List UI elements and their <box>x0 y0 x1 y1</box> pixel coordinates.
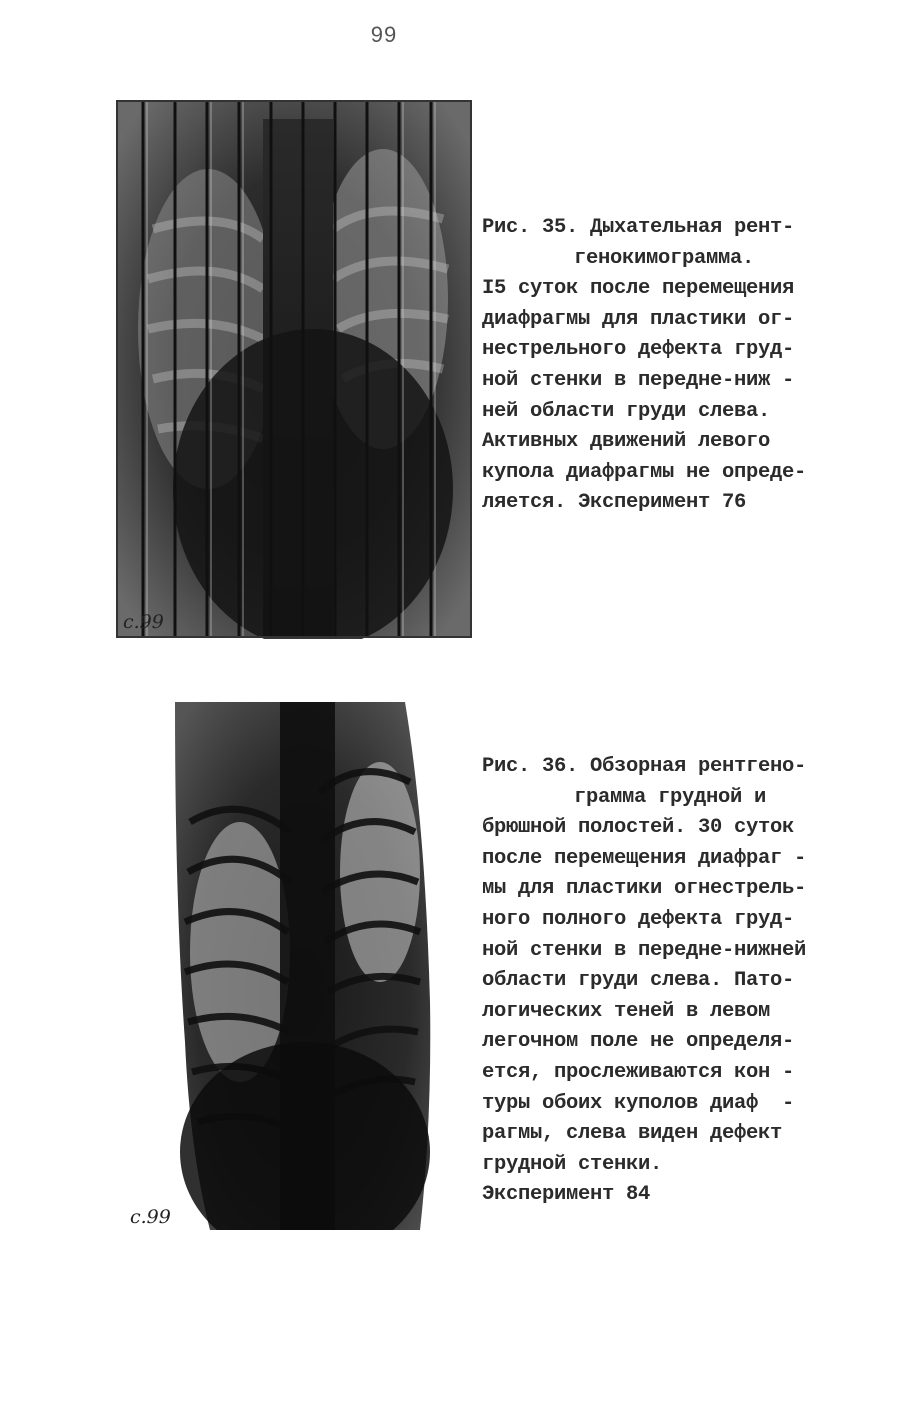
caption-line: нестрельного дефекта груд- <box>482 338 795 362</box>
caption-line: логических теней в левом <box>482 999 771 1023</box>
caption-line: области груди слева. Пато- <box>482 969 795 993</box>
caption-line: грудной стенки. <box>482 1152 663 1176</box>
caption-line: ляется. Эксперимент 76 <box>482 491 747 515</box>
caption-line: ется, прослеживаются кон - <box>482 1060 795 1084</box>
caption-line: ной стенки в передне-ниж - <box>482 368 795 392</box>
caption-line: ней области груди слева. <box>482 399 771 423</box>
caption-line: грамма грудной и <box>574 785 767 809</box>
figure-35 <box>113 99 473 639</box>
page-number: 99 <box>370 22 398 47</box>
caption-line: купола диафрагмы не опреде- <box>482 460 807 484</box>
caption-line: ного полного дефекта груд- <box>482 907 795 931</box>
radiograph-image <box>170 702 435 1230</box>
caption-35 <box>482 213 806 519</box>
caption-line: ной стенки в передне-нижней <box>482 938 807 962</box>
caption-line: брюшной полостей. 30 суток <box>482 816 795 840</box>
caption-line: мы для пластики огнестрель- <box>482 877 807 901</box>
kymogram-image <box>113 99 473 639</box>
figure-mark: с.99 <box>123 611 164 633</box>
caption-line: Рис. 35. Дыхательная рент- <box>482 216 795 239</box>
caption-line: Активных движений левого <box>482 430 771 454</box>
caption-36 <box>482 752 806 1211</box>
caption-line: рагмы, слева виден дефект <box>482 1122 783 1146</box>
figure-mark: с.99 <box>130 1206 171 1228</box>
caption-line: после перемещения диафраг - <box>482 846 807 870</box>
caption-line: генокимограмма. <box>574 246 755 270</box>
figure-36 <box>120 700 440 1235</box>
caption-line: I5 суток после перемещения <box>482 277 795 301</box>
caption-line: диафрагмы для пластики ог- <box>482 307 795 331</box>
caption-line: Рис. 36. Обзорная рентгено- <box>482 755 807 778</box>
caption-line: туры обоих куполов диаф - <box>482 1091 795 1115</box>
caption-line: Эксперимент 84 <box>482 1183 651 1207</box>
caption-line: легочном поле не определя- <box>482 1030 795 1054</box>
